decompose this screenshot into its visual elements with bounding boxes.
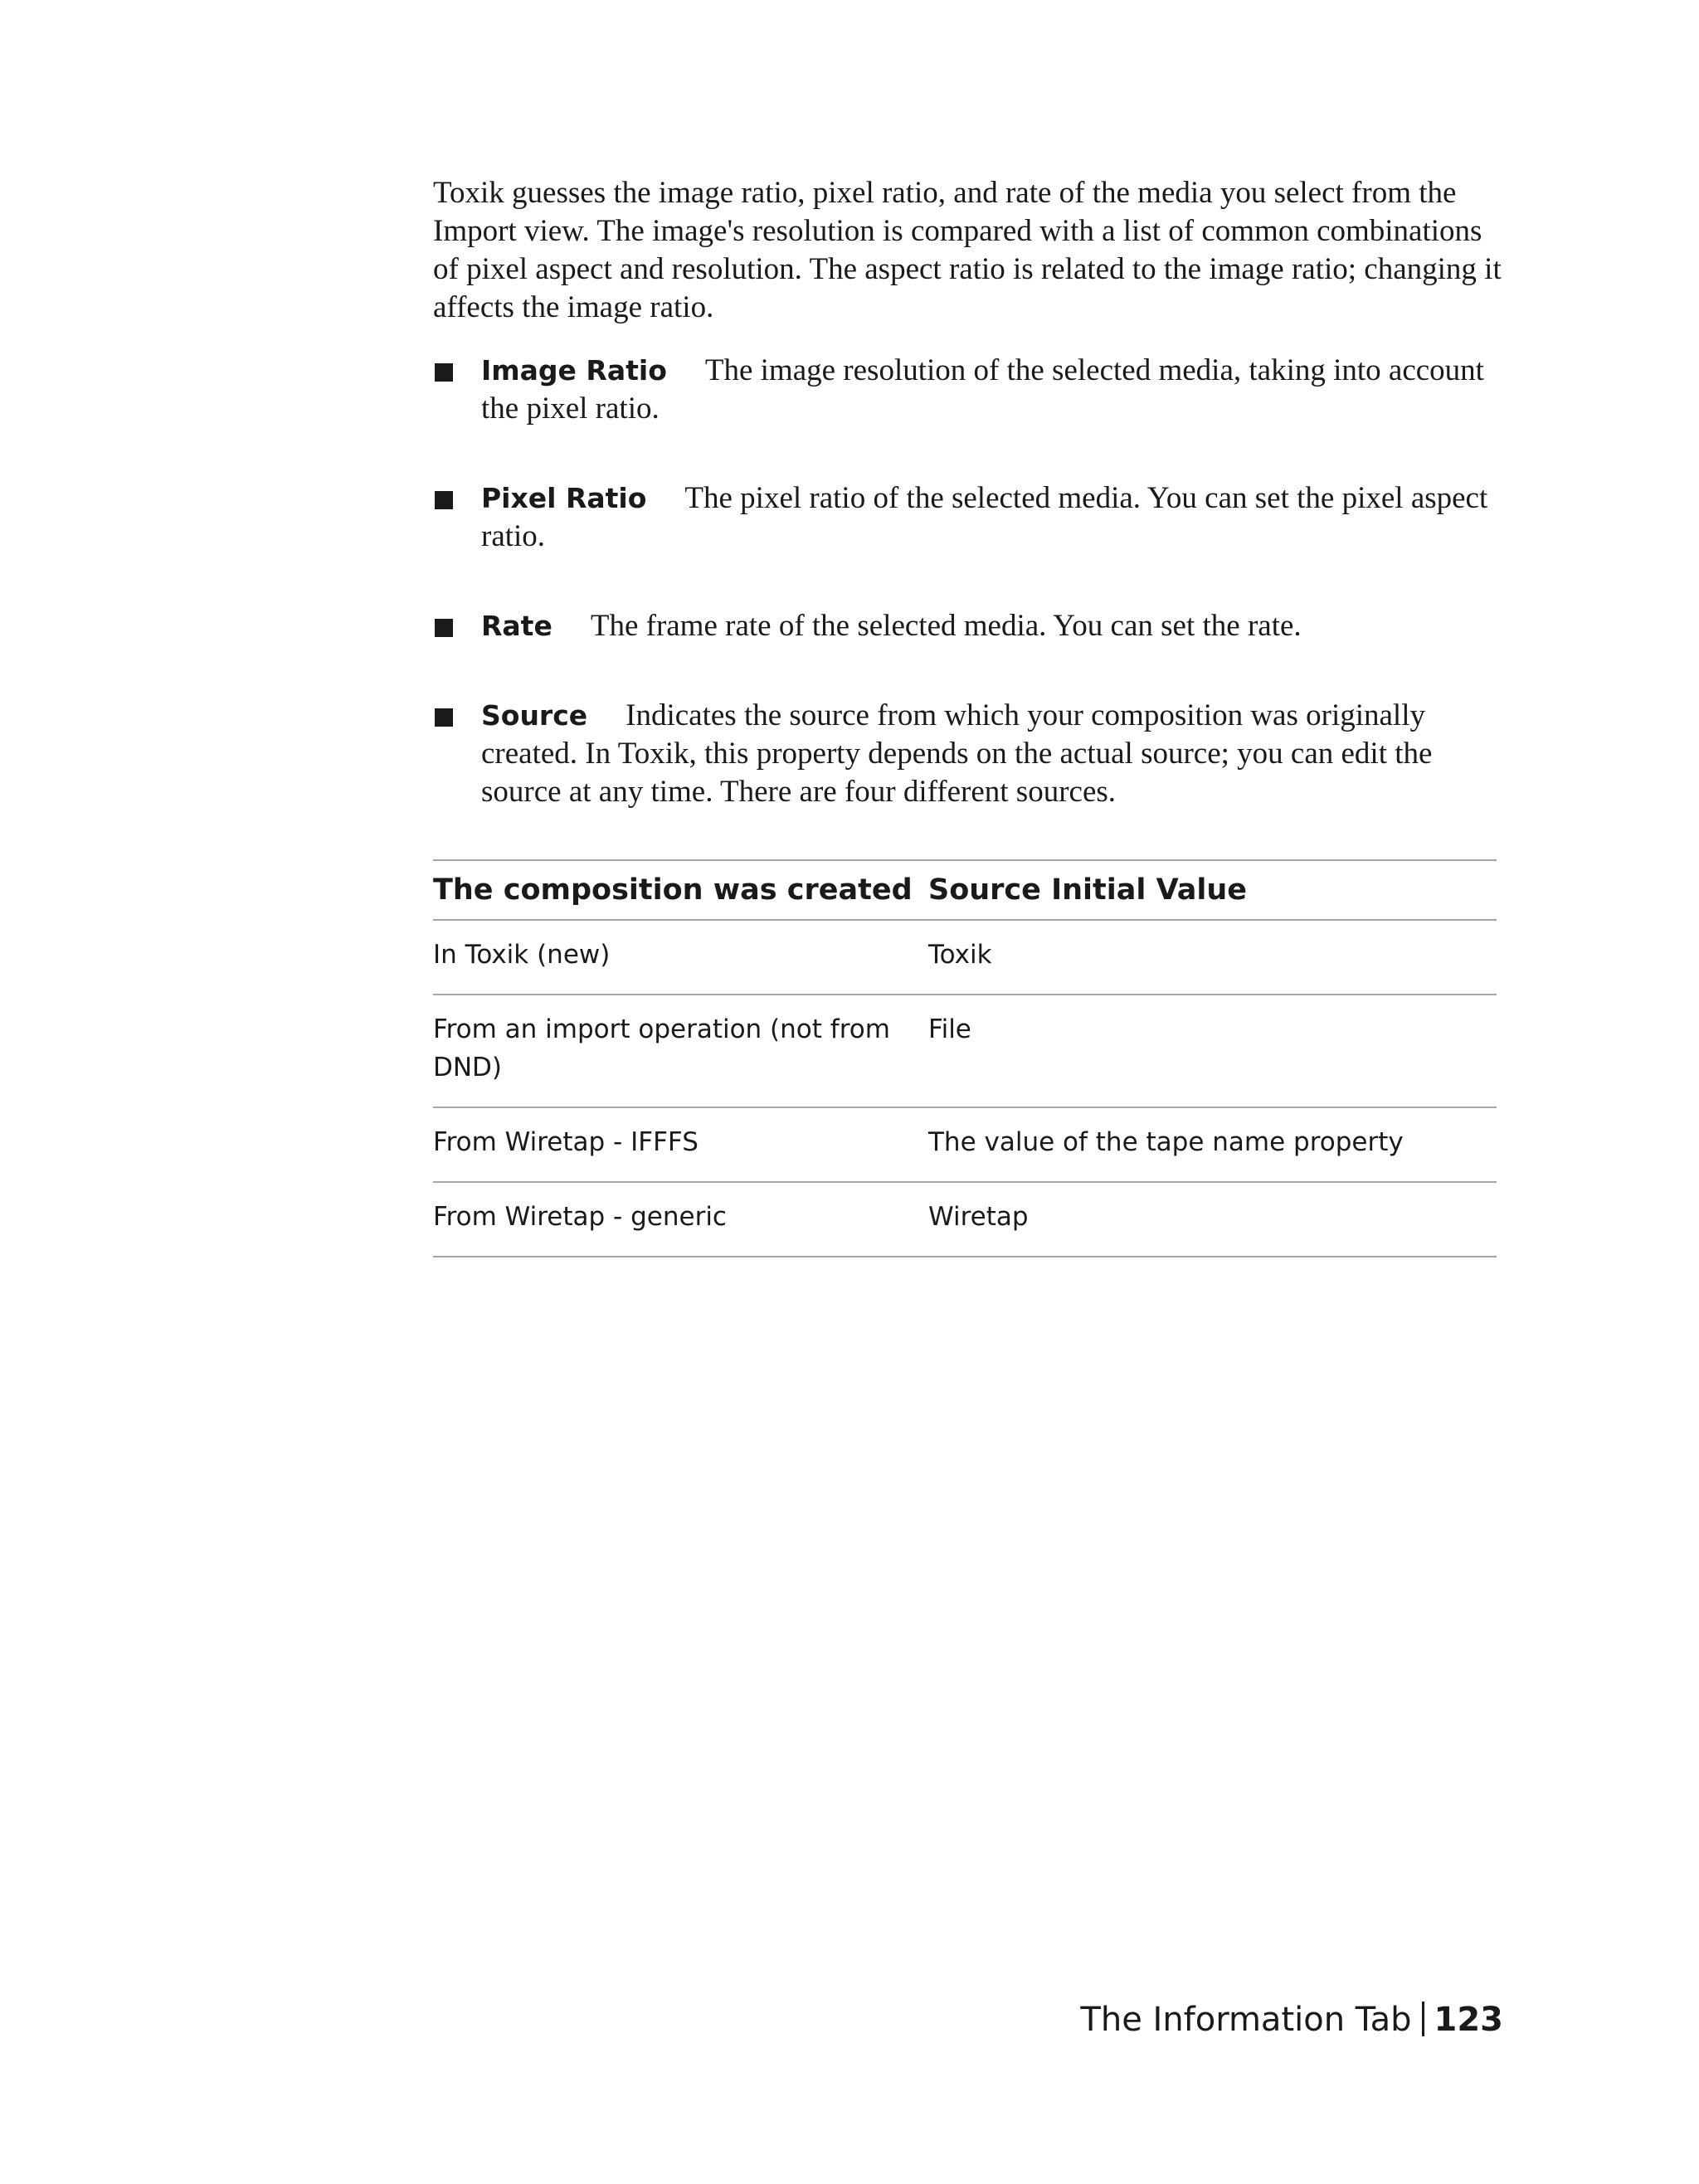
table-cell: From Wiretap - IFFFS (433, 1127, 699, 1157)
footer-separator (1422, 2002, 1424, 2036)
table-row (433, 1183, 1497, 1257)
table-cell: Wiretap (928, 1202, 1029, 1232)
term-label: Source (481, 699, 588, 732)
page-footer (1080, 1999, 1503, 2041)
table-cell: File (928, 1014, 971, 1044)
term-description: The pixel ratio of the selected media. You can set the pixel aspect ratio. (481, 481, 1488, 553)
square-bullet-icon (435, 619, 453, 637)
table-cell: From an import operation (not from DND) (433, 1014, 890, 1082)
table-header-row (433, 861, 1497, 921)
footer-section-title: The Information Tab (1080, 2001, 1412, 2039)
column-header: The composition was created (433, 873, 913, 907)
term-label: Rate (481, 610, 553, 642)
list-item-source (433, 697, 1512, 811)
table-cell: In Toxik (new) (433, 940, 611, 970)
table-row (433, 1108, 1497, 1183)
term-label: Pixel Ratio (481, 482, 647, 514)
list-item-image-ratio (433, 352, 1512, 428)
table-cell: The value of the tape name property (928, 1127, 1404, 1157)
term-description: The image resolution of the selected media, taking into account the pixel ratio. (481, 353, 1484, 426)
table-cell: From Wiretap - generic (433, 1202, 727, 1232)
table-row (433, 921, 1497, 995)
term-label: Image Ratio (481, 354, 667, 387)
term-description: The frame rate of the selected media. You can set the rate. (590, 609, 1302, 643)
table-cell: Toxik (928, 940, 992, 970)
column-header: Source Initial Value (928, 873, 1248, 907)
list-item-pixel-ratio (433, 479, 1512, 556)
list-item-rate (433, 607, 1512, 645)
page-number: 123 (1434, 2001, 1503, 2039)
square-bullet-icon (435, 491, 453, 509)
intro-paragraph: Toxik guesses the image ratio, pixel ratio, and rate of the media you select from the Import view. The image's resolution is compared with a list of common combinations of pixel aspect and resolution. The aspect ratio is related to the image ratio; changing it affects the image ratio. (433, 176, 1502, 324)
square-bullet-icon (435, 708, 453, 727)
table-row (433, 995, 1497, 1108)
page-content (433, 174, 1512, 1257)
source-table (433, 859, 1497, 1257)
property-list (433, 352, 1512, 811)
square-bullet-icon (435, 363, 453, 382)
term-description: Indicates the source from which your composition was originally created. In Toxik, this property depends on the actual source; you can edit the source at any time. There are four different sources. (481, 698, 1433, 809)
